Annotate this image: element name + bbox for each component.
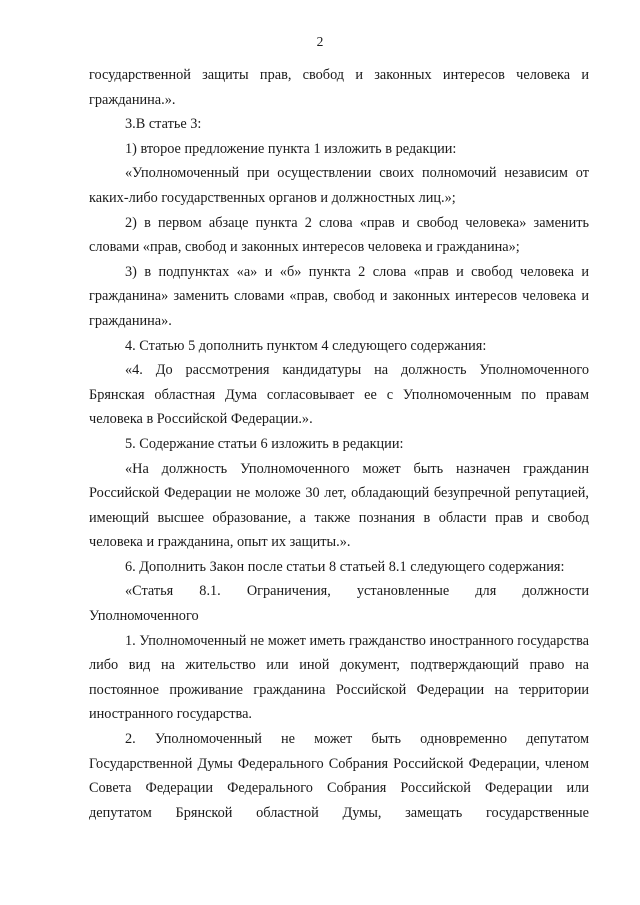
paragraph-1: государственной защиты прав, свобод и законных интересов человека и гражданина.».: [89, 67, 589, 108]
document-body: [89, 63, 589, 825]
paragraph-13: 1. Уполномоченный не может иметь гражданство иностранного государства либо вид на жительство или иной документ, подтверждающий право на постоянное проживание гражданина Российской Федерации на территории иностранного государства.: [89, 632, 589, 723]
page-number: 2: [316, 34, 324, 49]
paragraph-2: 3.В статье 3:: [125, 116, 202, 133]
paragraph-10: «На должность Уполномоченного может быть назначен гражданин Российской Федерации не моложе 30 лет, обладающий безупречной репутацией, имеющий высшее образование, а также познания в области прав и свобод человека и гражданина, опыт их защиты.».: [89, 460, 589, 551]
paragraph-12: «Статья 8.1. Ограничения, установленные для должности Уполномоченного: [89, 583, 589, 625]
paragraph-9: 5. Содержание статьи 6 изложить в редакции:: [125, 435, 404, 452]
paragraph-14: 2. Уполномоченный не может быть одновременно депутатом Государственной Думы Федерального Собрания Российской Федерации, членом Совета Федерации Федерального Собрания Российской Федерации или депутатом Брянской областной Думы, замещать государственные: [89, 731, 589, 821]
paragraph-5: 2) в первом абзаце пункта 2 слова «прав и свобод человека» заменить словами «прав, свобод и законных интересов человека и гражданина»;: [89, 214, 589, 256]
paragraph-8: «4. До рассмотрения кандидатуры на должность Уполномоченного Брянская областная Дума согласовывает ее с Уполномоченным по правам человека в Российской Федерации.».: [89, 362, 589, 428]
paragraph-4: «Уполномоченный при осуществлении своих полномочий независим от каких-либо государственных органов и должностных лиц.»;: [89, 165, 589, 206]
paragraph-3: 1) второе предложение пункта 1 изложить в редакции:: [125, 140, 457, 157]
paragraph-7: 4. Статью 5 дополнить пунктом 4 следующего содержания:: [125, 337, 487, 354]
paragraph-11: 6. Дополнить Закон после статьи 8 статьей 8.1 следующего содержания:: [125, 558, 565, 575]
paragraph-6: 3) в подпунктах «а» и «б» пункта 2 слова «прав и свобод человека и гражданина» заменить словами «прав, свобод и законных интересов человека и гражданина».: [89, 263, 589, 329]
